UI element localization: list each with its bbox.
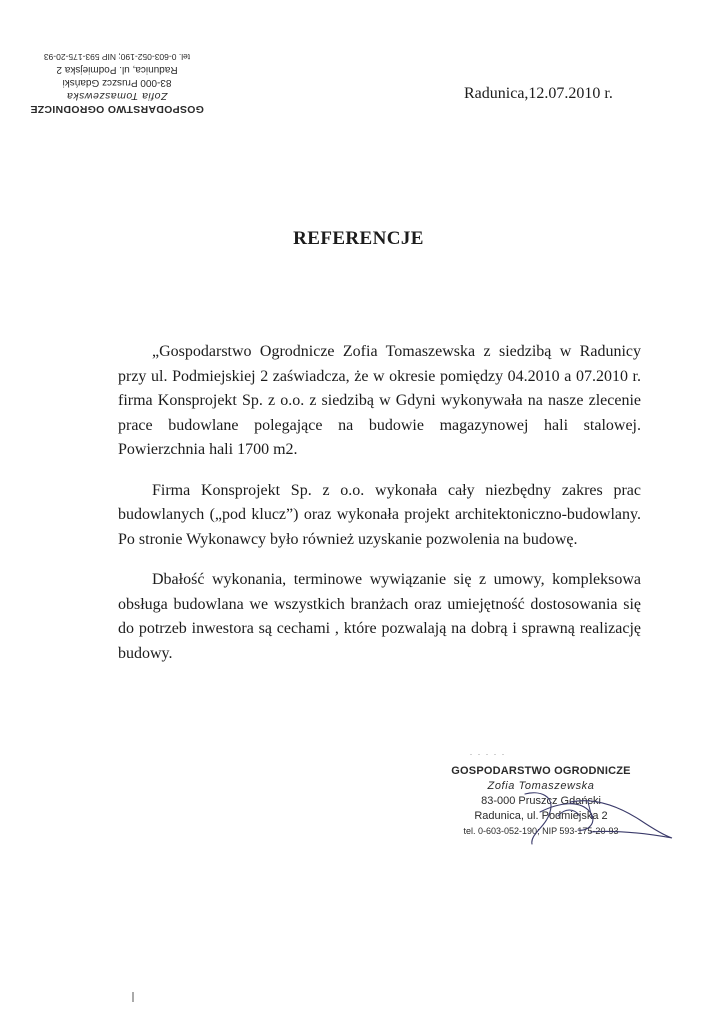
stamp-top-phone: tel. 0-603-052-190; NIP 593-175-20-93 [43,52,191,62]
stamp-bottom-phone: tel. 0-603-052-190; NIP 593-175-20-93 [463,826,619,836]
paragraph-2 [118,479,641,553]
stamp-bottom-address1: 83-000 Pruszcz Gdański [481,795,601,807]
stamp-bottom-title: GOSPODARSTWO OGRODNICZE [451,765,631,777]
letter-body [118,340,641,682]
paragraph-1 [118,340,641,463]
stamp-top-title: GOSPODARSTWO OGRODNICZE [30,103,204,115]
paragraph-2-text: Firma Konsprojekt Sp. z o.o. wykonała cały niezbędny zakres prac budowlanych („pod klucz”) oraz wykonała projekt architektoniczno-budowlany. Po stronie Wykonawcy było również uzyskanie pozwolenia na budowę. [118,481,641,548]
paragraph-1-text: „Gospodarstwo Ogrodnicze Zofia Tomaszewska z siedzibą w Radunicy przy ul. Podmiejskiej 2 zaświadcza, że w okresie pomiędzy 04.2010 a 07.2010 r. firma Konsprojekt Sp. z o.o. z siedzibą w Gdyni wykonywała na nasze zlecenie prace budowlane polegające na budowie magazynowej hali stalowej. Powierzchnia hali 1700 m2. [118,343,641,458]
company-stamp-upside-down [24,50,210,115]
handwritten-signature [470,772,680,852]
stamp-bottom-name: Zofia Tomaszewska [487,780,595,792]
stamp-top-name: Zofia Tomaszewska [66,90,168,102]
stamp-bottom-address2: Radunica, ul. Podmiejska 2 [474,810,608,822]
scan-mark [130,992,136,1002]
paragraph-3-text: Dbałość wykonania, terminowe wywiązanie się z umowy, kompleksowa obsługa budowlana we wszystkich branżach oraz umiejętność dostosowania się do potrzeb inwestora są cechami , które pozwalają na dobrą i sprawną realizację budowy. [118,571,641,662]
dotted-line: . . . . . [470,748,506,757]
stamp-top-address1: 83-000 Pruszcz Gdański [62,77,172,88]
letter-title: REFERENCJE [293,228,424,249]
stamp-top-address2: Radunica, ul. Podmiejska 2 [56,64,178,75]
paragraph-3 [118,568,641,666]
letter-date: Radunica,12.07.2010 r. [464,85,613,102]
